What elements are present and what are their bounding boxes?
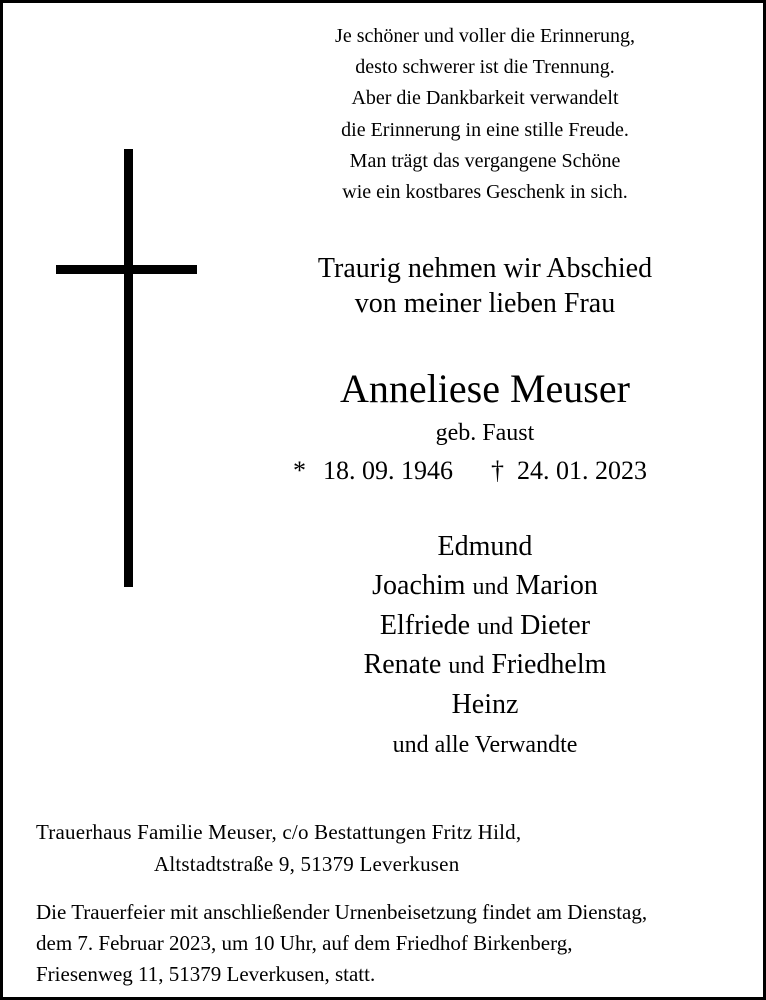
poem <box>285 21 685 208</box>
maiden-name: geb. Faust <box>435 420 535 446</box>
poem-line: wie ein kostbares Geschenk in sich. <box>342 181 628 204</box>
mourner-name: Edmund <box>437 531 533 562</box>
poem-line: Je schöner und voller die Erinnerung, <box>335 25 635 47</box>
birth-date: 18. 09. 1946 <box>323 456 453 485</box>
mourner-name: Heinz <box>451 689 519 721</box>
mourning-house-address <box>36 816 521 880</box>
mourner-name: Joachim <box>372 569 466 601</box>
deceased-name: Anneliese Meuser <box>340 366 630 411</box>
cross-vertical-bar <box>124 149 133 587</box>
funeral-notice <box>36 897 647 990</box>
mourner-name: Elfriede <box>379 609 471 641</box>
mourner-name: Dieter <box>520 609 591 641</box>
poem-line: Aber die Dankbarkeit verwandelt <box>351 87 619 110</box>
death-date: 24. 01. 2023 <box>517 456 647 485</box>
mourner-name: Marion <box>515 569 598 601</box>
relatives-note: und alle Verwandte <box>392 731 578 758</box>
life-dates <box>293 454 647 488</box>
notice-line-2: dem 7. Februar 2023, um 10 Uhr, auf dem Friedhof Birkenberg, <box>36 931 573 955</box>
cross-horizontal-bar <box>56 265 197 274</box>
conjunction: und <box>472 573 509 600</box>
mourner-line <box>285 725 685 765</box>
poem-line: desto schwerer ist die Trennung. <box>355 56 615 79</box>
intro-line-2: von meiner lieben Frau <box>354 288 616 319</box>
birth-star-icon: * <box>293 456 306 485</box>
mourner-line <box>285 528 685 567</box>
mourner-line <box>285 646 685 686</box>
address-line-1: Trauerhaus Familie Meuser, c/o Bestattungen Fritz Hild, <box>36 820 522 844</box>
mourner-name: Friedhelm <box>491 649 607 681</box>
conjunction: und <box>477 613 514 640</box>
notice-line-1: Die Trauerfeier mit anschließender Urnenbeisetzung findet am Dienstag, <box>36 900 648 924</box>
poem-line: Man trägt das vergangene Schöne <box>349 149 621 172</box>
address-line-2: Altstadtstraße 9, 51379 Leverkusen <box>154 852 460 876</box>
farewell-intro <box>285 251 685 321</box>
mourner-line <box>285 686 685 725</box>
mourner-line <box>285 567 685 607</box>
death-cross-icon: † <box>491 456 504 485</box>
mourner-line <box>285 607 685 647</box>
mourners-list <box>285 528 685 765</box>
conjunction: und <box>448 653 485 680</box>
notice-line-3: Friesenweg 11, 51379 Leverkusen, statt. <box>36 962 376 986</box>
mourner-name: Renate <box>363 649 442 681</box>
poem-line: die Erinnerung in eine stille Freude. <box>341 118 629 141</box>
intro-line-1: Traurig nehmen wir Abschied <box>317 253 653 284</box>
